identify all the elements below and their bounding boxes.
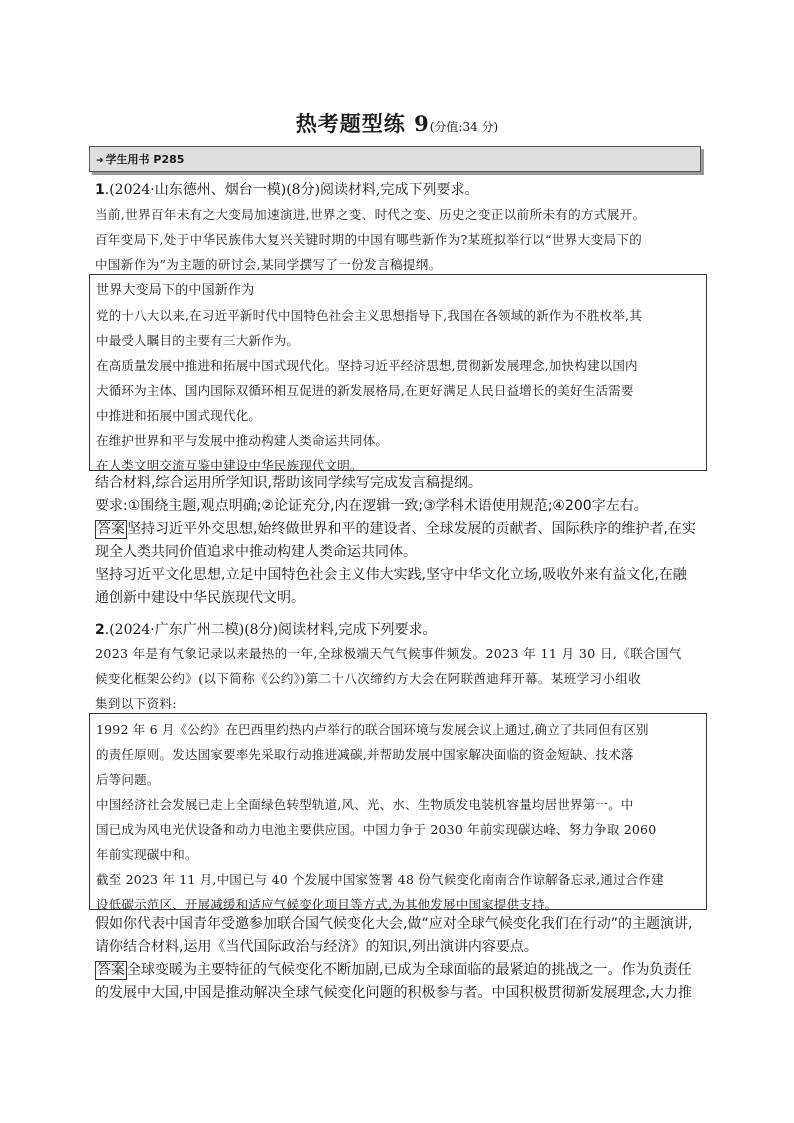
- q1-material-line: 百年变局下,处于中华民族伟大复兴关键时期的中国有哪些新作为?某班拟举行以“世界大变局下的: [95, 232, 643, 247]
- q2-material-line: 候变化框架公约》(以下简称《公约》)第二十八次缔约方大会在阿联酋迪拜开幕。某班学习小组收: [95, 671, 642, 686]
- q1-lead: .(2024·山东德州、烟台一模)(8分)阅读材料,完成下列要求。: [104, 182, 479, 198]
- q2-lead: .(2024·广东广州二模)(8分)阅读材料,完成下列要求。: [104, 622, 437, 638]
- outline-line: 中最受人瞩目的主要有三大新作为。: [96, 333, 300, 348]
- material-line: 后等问题。: [96, 772, 160, 787]
- answer-tag: 答案: [97, 521, 125, 537]
- q2-material: [95, 641, 707, 716]
- answer-line: 坚持习近平文化思想,立足中国特色社会主义伟大实践,坚守中华文化立场,吸收外来有益文化,在融: [95, 567, 687, 583]
- q1-material-line: 当前,世界百年未有之大变局加速演进,世界之变、时代之变、历史之变正以前所未有的方式展开。: [95, 207, 646, 222]
- q1-requirements: 要求:①围绕主题,观点明确;②论证充分,内在逻辑一致;③学科术语使用规范;④200字左右。: [95, 498, 648, 514]
- q2-material-line: 2023 年是有气象记录以来最热的一年,全球极端天气气候事件频发。2023 年 11 月 30 日,《联合国气: [95, 646, 682, 661]
- q2-number: 2: [95, 622, 105, 638]
- material-line: 中国经济社会发展已走上全面绿色转型轨道,风、光、水、生物质发电装机容量均居世界第一。中: [96, 797, 634, 812]
- material-line: 1992 年 6 月《公约》在巴西里约热内卢举行的联合国环境与发展会议上通过,确立了共同但有区别: [96, 722, 649, 737]
- answer-line: 现全人类共同价值追求中推动构建人类命运共同体。: [95, 544, 417, 560]
- outline-line: 在人类文明交流互鉴中建设中华民族现代文明。: [96, 458, 363, 473]
- score-note: (分值:34 分): [429, 120, 499, 134]
- material-line: 设低碳示范区、开展减缓和适应气候变化项目等方式,为其他发展中国家提供支持。: [96, 897, 558, 912]
- answer-line: 坚持习近平外交思想,始终做世界和平的建设者、全球发展的贡献者、国际秩序的维护者,在实: [127, 521, 696, 537]
- page-title: [0, 108, 794, 138]
- q2-material-line: 集到以下资料:: [95, 696, 178, 711]
- q2-task-line: 请你结合材料,运用《当代国际政治与经济》的知识,列出演讲内容要点。: [95, 939, 538, 955]
- material-line: 年前实现碳中和。: [96, 847, 198, 862]
- q2-material-box: [89, 713, 707, 910]
- banner-label: 学生用书 P285: [105, 153, 185, 166]
- q1-heading: [95, 179, 707, 201]
- answer-line: 的发展中大国,中国是推动解决全球气候变化问题的积极参与者。中国积极贯彻新发展理念,大力推: [95, 985, 692, 1001]
- arrow-icon: ➜: [96, 156, 104, 166]
- outline-line: 大循环为主体、国内国际双循环相互促进的新发展格局,在更好满足人民日益增长的美好生活需要: [96, 383, 634, 398]
- q2-task-line: 假如你代表中国青年受邀参加联合国气候变化大会,做“应对全球气候变化我们在行动”的主题演讲,: [95, 916, 693, 932]
- outline-title: 世界大变局下的中国新作为: [96, 283, 255, 298]
- material-line: 的责任原则。发达国家要率先采取行动推进减碳,并帮助发展中国家解决面临的资金短缺、技术落: [96, 747, 634, 762]
- outline-line: 在高质量发展中推进和拓展中国式现代化。坚持习近平经济思想,贯彻新发展理念,加快构建以国内: [96, 358, 638, 373]
- q1-material-line: 中国新作为”为主题的研讨会,某同学撰写了一份发言稿提纲。: [95, 257, 442, 272]
- answer-line: 通创新中建设中华民族现代文明。: [95, 590, 305, 606]
- q1-number: 1: [95, 182, 105, 198]
- outline-line: 中推进和拓展中国式现代化。: [96, 408, 262, 423]
- q1-task: 结合材料,综合运用所学知识,帮助该同学续写完成发言稿提纲。: [95, 475, 482, 491]
- title-text: 热考题型练 9: [295, 111, 430, 136]
- q1-task-block: [95, 472, 707, 610]
- q2-task-block: [95, 913, 707, 1005]
- outline-line: 党的十八大以来,在习近平新时代中国特色社会主义思想指导下,我国在各领域的新作为不胜枚举,其: [96, 308, 642, 323]
- student-book-banner: [89, 146, 701, 172]
- outline-line: 在维护世界和平与发展中推动构建人类命运共同体。: [96, 433, 389, 448]
- material-line: 国已成为风电光伏设备和动力电池主要供应国。中国力争于 2030 年前实现碳达峰、努力争取 2060: [96, 822, 657, 837]
- material-line: 截至 2023 年 11 月,中国已与 40 个发展中国家签署 48 份气候变化南南合作谅解备忘录,通过合作建: [96, 872, 664, 887]
- answer-line: 全球变暖为主要特征的气候变化不断加剧,已成为全球面临的最紧迫的挑战之一。作为负责任: [127, 962, 692, 978]
- q1-outline-box: [89, 274, 707, 471]
- answer-tag: 答案: [97, 962, 125, 978]
- q2-heading: [95, 619, 707, 641]
- q1-material: [95, 202, 707, 277]
